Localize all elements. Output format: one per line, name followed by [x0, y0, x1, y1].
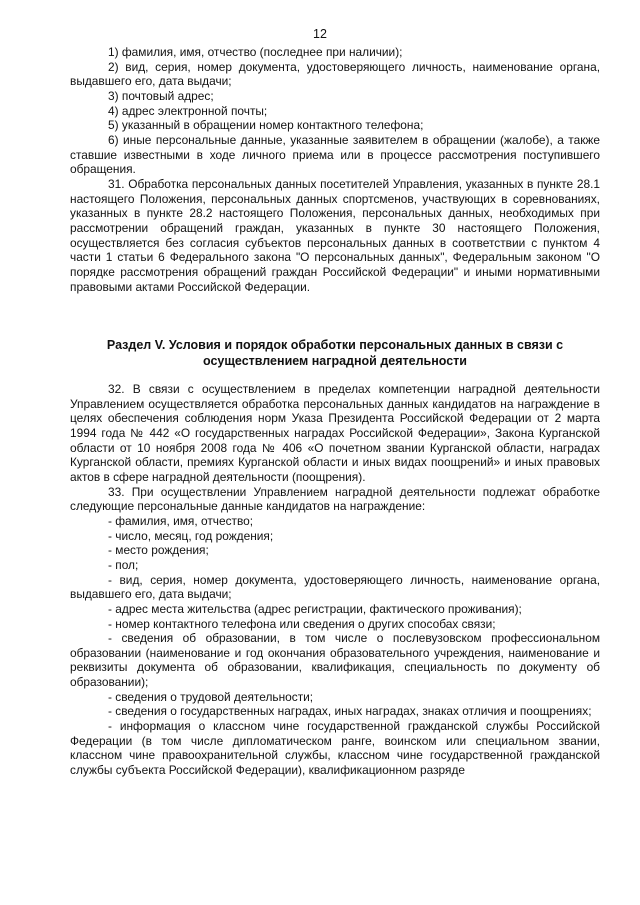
page-number: 12 [313, 27, 327, 41]
list-item: - сведения об образовании, в том числе о послевузовском профессиональном образовании (наименование и год окончания образовательного учреждения, наименование и реквизиты документа об образовании, квалификация, специальность по документу об образовании); [70, 631, 600, 690]
list-item: - число, месяц, год рождения; [108, 528, 274, 543]
paragraph-33: 33. При осуществлении Управлением наградной деятельности подлежат обработке следующие персональные данные кандидатов на награждение: [70, 484, 600, 514]
list-item: 1) фамилия, имя, отчество (последнее при наличии); [108, 45, 403, 59]
paragraph-31: 31. Обработка персональных данных посетителей Управления, указанных в пункте 28.1 настоящего Положения, персональных данных спортсменов, участвующих в соревнованиях, указанных в пункте 28.2 настоящего Положения, персональных данных, необходимых при рассмотрении обращений граждан, указанных в пункте 30 настоящего Положения, осуществляется без согласия субъектов персональных данных в соответствии с пунктом 4 части 1 статьи 6 Федерального закона "О персональных данных", Федеральным законом "О порядке рассмотрения обращений граждан Российской Федерации" и иными нормативными правовыми актами Российской Федерации. [70, 176, 600, 294]
section-heading-line-1: Раздел V. Условия и порядок обработки персональных данных в связи с [106, 338, 564, 352]
list-item: - адрес места жительства (адрес регистрации, фактического проживания); [108, 601, 522, 616]
list-item: - номер контактного телефона или сведения о других способах связи; [108, 616, 496, 631]
list-item: - пол; [108, 557, 139, 572]
list-item: - место рождения; [108, 543, 209, 558]
list-top [70, 45, 600, 294]
list-item: - вид, серия, номер документа, удостоверяющего личность, наименование органа, выдавшего его, дата выдачи; [70, 572, 600, 602]
section-heading [70, 338, 600, 369]
list-item: 5) указанный в обращении номер контактного телефона; [108, 118, 424, 133]
list-item: - фамилия, имя, отчество; [108, 513, 254, 528]
section-heading-line-2: осуществлением наградной деятельности [202, 353, 467, 368]
list-item: 2) вид, серия, номер документа, удостоверяющего личность, наименование органа, выдавшего его, дата выдачи; [70, 59, 600, 89]
list-item: 6) иные персональные данные, указанные заявителем в обращении (жалобе), а также ставшие известными в ходе личного приема или в процессе рассмотрения поступившего обращения. [70, 132, 600, 177]
list-item: - информация о классном чине государственной гражданской службы Российской Федерации (в том числе дипломатическом ранге, воинском или специальном звании, классном чине правоохранительной службы, классном чине государственной гражданской службы субъекта Российской Федерации), квалификационном разряде [70, 719, 600, 778]
list-item: 4) адрес электронной почты; [108, 103, 268, 118]
list-item: - сведения о государственных наградах, иных наградах, знаках отличия и поощрениях; [108, 704, 592, 719]
list-item: - сведения о трудовой деятельности; [108, 689, 314, 704]
section-body [70, 382, 600, 778]
paragraph-32: 32. В связи с осуществлением в пределах компетенции наградной деятельности Управлением осуществляется обработка персональных данных кандидатов на награждение в целях обеспечения соблюдения норм Указа Президента Российской Федерации от 2 марта 1994 года № 442 «О государственных наградах Российской Федерации», Закона Курганской области от 10 ноября 2008 года № 406 «О почетном звании Курганской области, наградах Курганской области, премиях Курганской области и иных видах поощрений» и иных правовых актов в сфере наградной деятельности (поощрения). [70, 382, 600, 484]
list-item: 3) почтовый адрес; [108, 88, 214, 103]
